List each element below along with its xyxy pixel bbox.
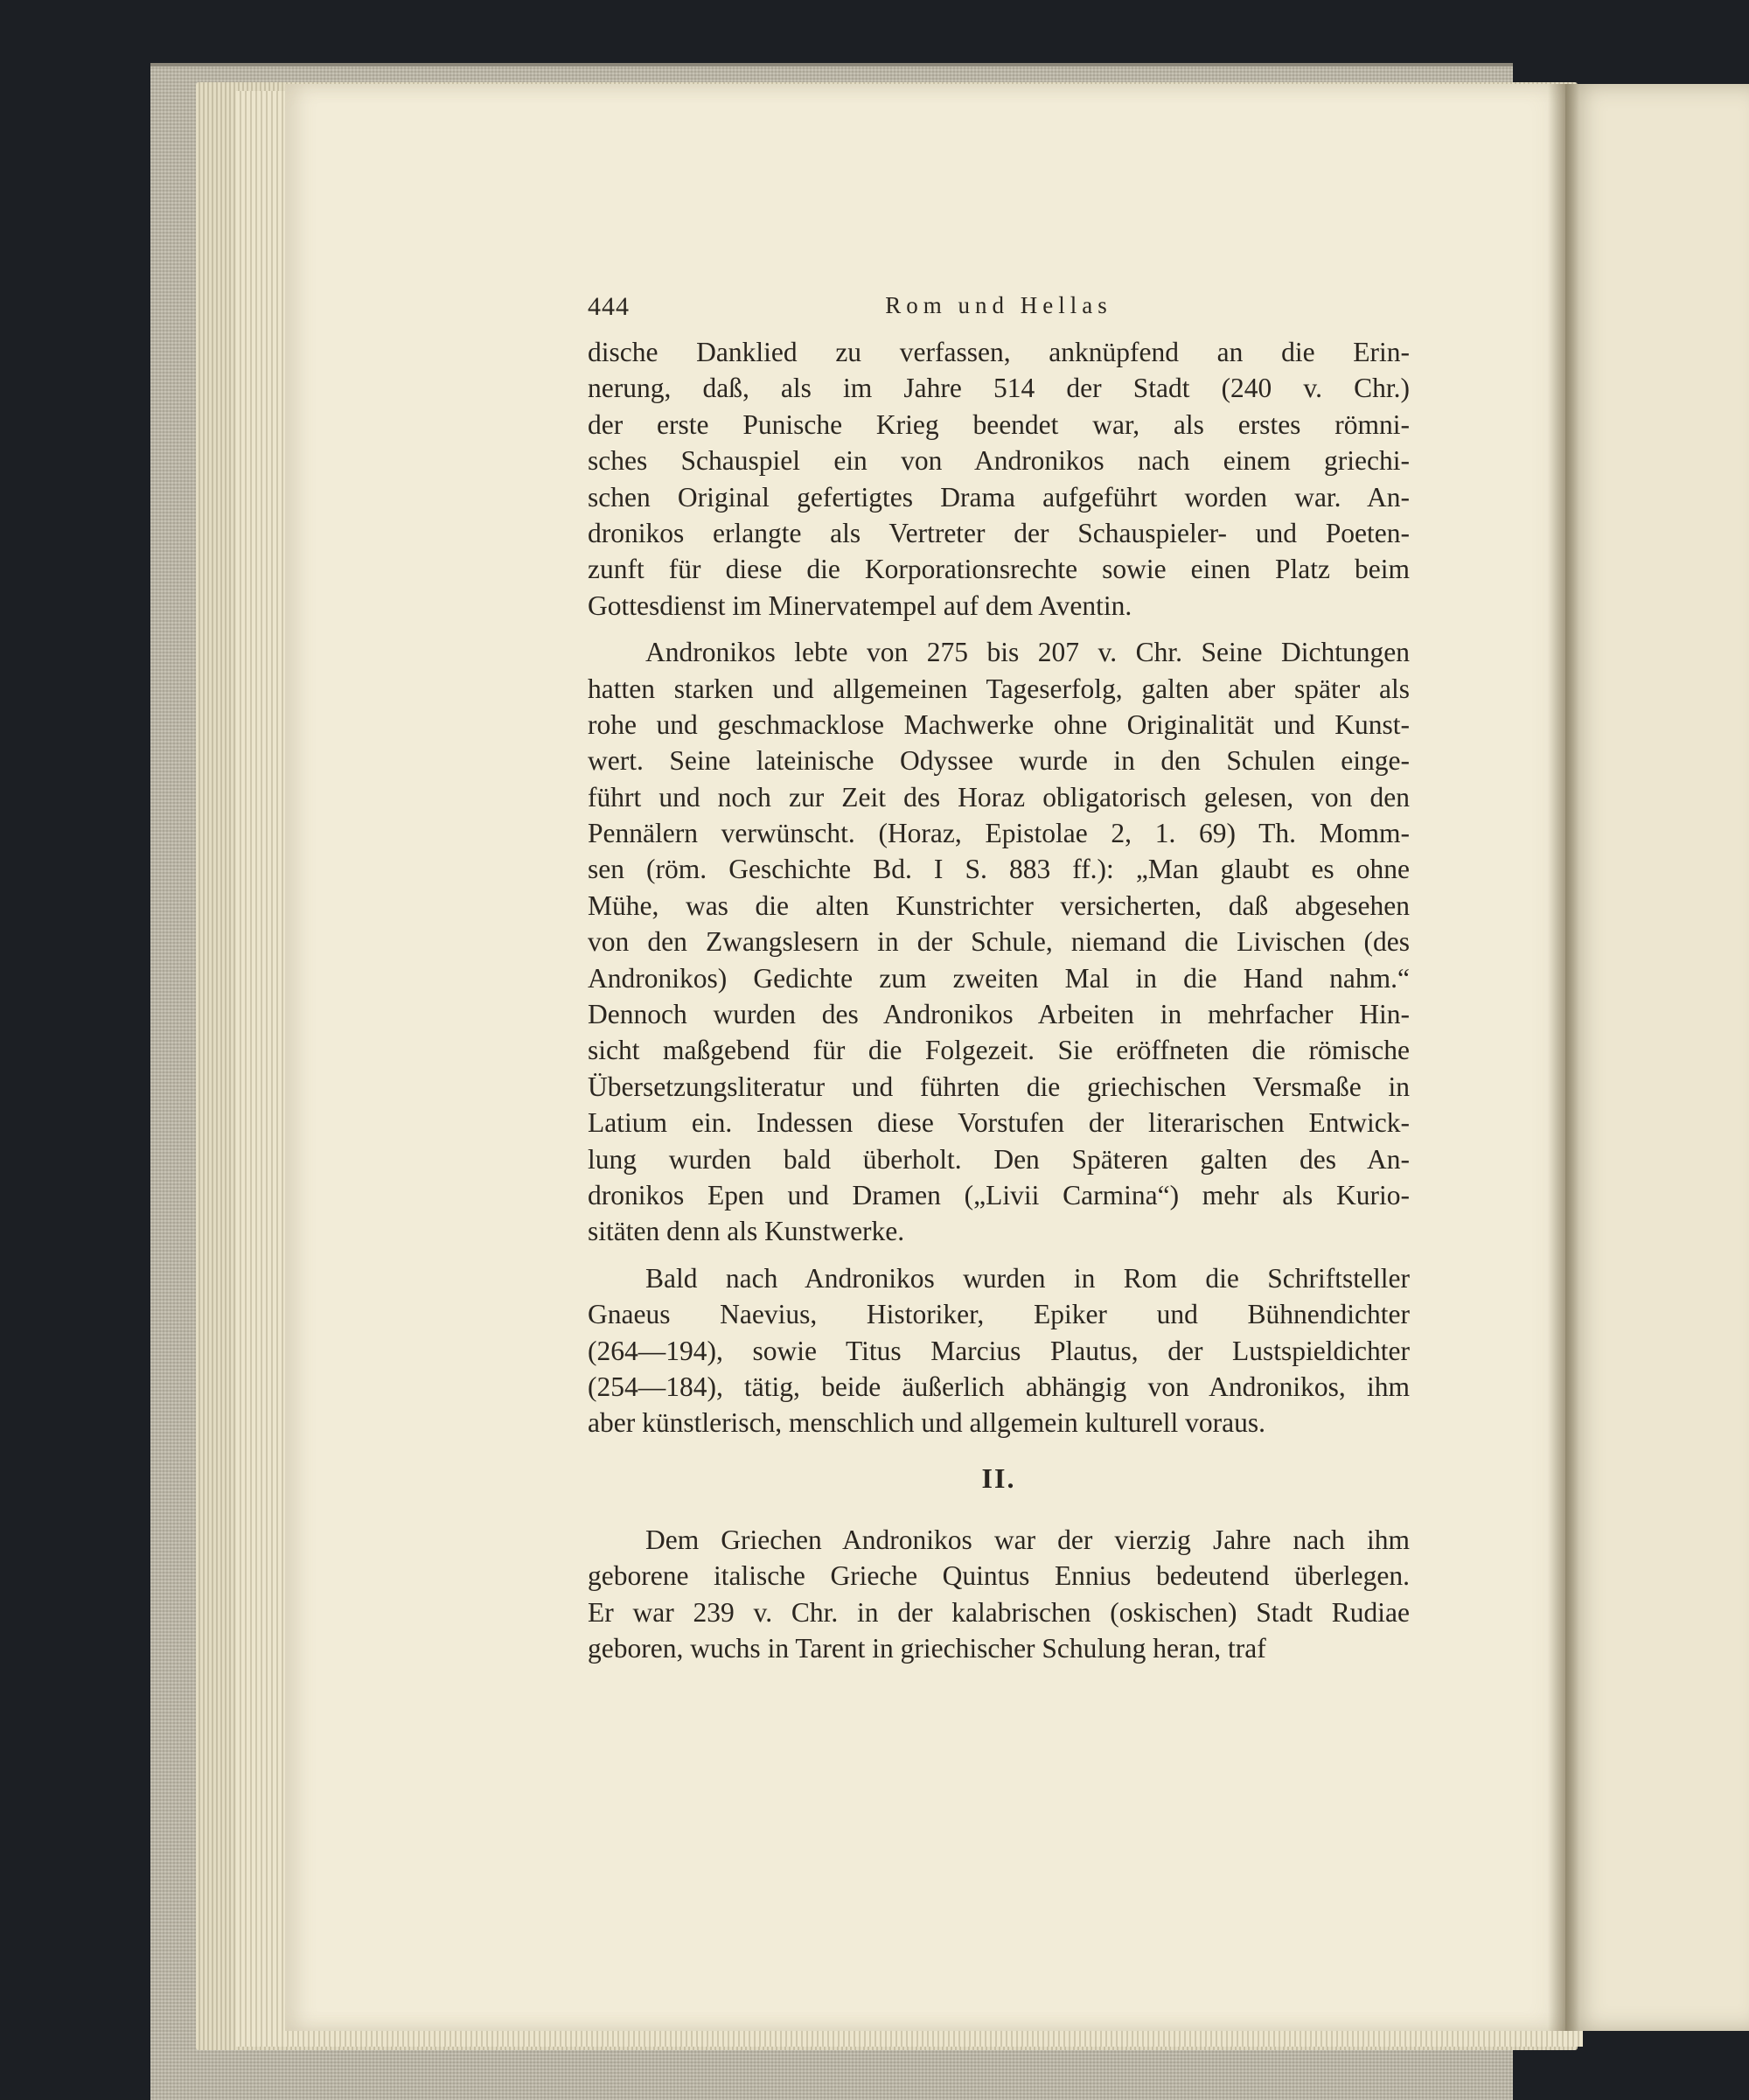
text-line: geboren, wuchs in Tarent in griechischer Schulung heran, traf bbox=[588, 1632, 1266, 1664]
paragraphs bbox=[588, 334, 1410, 1441]
text-line: rohe und geschmacklose Machwerke ohne Originalität und Kunst- bbox=[588, 708, 1410, 740]
text-line: lung wurden bald überholt. Den Späteren galten des An- bbox=[588, 1143, 1410, 1175]
page-number: 444 bbox=[588, 292, 630, 321]
text-line: Andronikos) Gedichte zum zweiten Mal in die Hand nahm.“ bbox=[588, 962, 1410, 994]
paragraph bbox=[588, 1260, 1410, 1441]
page-header bbox=[588, 282, 1410, 331]
running-head: Rom und Hellas bbox=[885, 292, 1112, 318]
text-line: sitäten denn als Kunstwerke. bbox=[588, 1216, 905, 1247]
text-line: geborene italische Grieche Quintus Ennius bedeutend überlegen. bbox=[588, 1560, 1410, 1592]
text-line: Gnaeus Naevius, Historiker, Epiker und Bühnendichter bbox=[588, 1299, 1410, 1330]
text-line: Übersetzungsliteratur und führten die griechischen Versmaße in bbox=[588, 1071, 1410, 1102]
paragraph bbox=[588, 334, 1410, 624]
text-line: dronikos erlangte als Vertreter der Schauspieler- und Poeten- bbox=[588, 517, 1410, 548]
text-line: hatten starken und allgemeinen Tageserfolg, galten aber später als bbox=[588, 673, 1410, 704]
text-line: schen Original gefertigtes Drama aufgeführt worden war. An- bbox=[588, 481, 1410, 513]
text-line: Pennälern verwünscht. (Horaz, Epistolae 2, 1. 69) Th. Momm- bbox=[588, 818, 1410, 849]
text-line: nerung, daß, als im Jahre 514 der Stadt (240 v. Chr.) bbox=[588, 373, 1410, 404]
text-line: aber künstlerisch, menschlich und allgemein kulturell voraus. bbox=[588, 1407, 1266, 1439]
text-line: (264—194), sowie Titus Marcius Plautus, der Lustspieldichter bbox=[588, 1335, 1410, 1366]
paragraph bbox=[588, 634, 1410, 1250]
text-line: Mühe, was die alten Kunstrichter versicherten, daß abgesehen bbox=[588, 890, 1410, 921]
page-text-block bbox=[588, 282, 1410, 1677]
text-line: Dennoch wurden des Andronikos Arbeiten in mehrfacher Hin- bbox=[588, 999, 1410, 1030]
text-line: Andronikos lebte von 275 bis 207 v. Chr. Seine Dichtungen bbox=[645, 637, 1410, 668]
facing-page-edge bbox=[1565, 84, 1749, 2031]
text-line: Gottesdienst im Minervatempel auf dem Aventin. bbox=[588, 590, 1132, 621]
text-line: Er war 239 v. Chr. in der kalabrischen (oskischen) Stadt Rudiae bbox=[588, 1596, 1410, 1628]
text-line: (254—184), tätig, beide äußerlich abhängig von Andronikos, ihm bbox=[588, 1371, 1410, 1402]
text-line: Latium ein. Indessen diese Vorstufen der literarischen Entwick- bbox=[588, 1107, 1410, 1139]
text-line: Dem Griechen Andronikos war der vierzig Jahre nach ihm bbox=[645, 1524, 1410, 1555]
text-line: dische Danklied zu verfassen, anknüpfend an die Erin- bbox=[588, 337, 1410, 367]
text-line: sicht maßgebend für die Folgezeit. Sie eröffneten die römische bbox=[588, 1035, 1410, 1066]
text-line: dronikos Epen und Dramen („Livii Carmina“) mehr als Kurio- bbox=[588, 1179, 1410, 1210]
text-line: von den Zwangslesern in der Schule, niemand die Livischen (des bbox=[588, 926, 1410, 958]
section-heading: II. bbox=[981, 1462, 1016, 1494]
text-line: sen (röm. Geschichte Bd. I S. 883 ff.): „Man glaubt es ohne bbox=[588, 854, 1410, 885]
text-line: der erste Punische Krieg beendet war, als erstes römni- bbox=[588, 408, 1410, 440]
paragraph bbox=[588, 1522, 1410, 1667]
text-line: wert. Seine lateinische Odyssee wurde in den Schulen einge- bbox=[588, 745, 1410, 777]
text-line: zunft für diese die Korporationsrechte sowie einen Platz beim bbox=[588, 554, 1410, 585]
text-line: sches Schauspiel ein von Andronikos nach einem griechi- bbox=[588, 445, 1410, 477]
text-line: Bald nach Andronikos wurden in Rom die Schriftsteller bbox=[645, 1262, 1410, 1294]
book-gutter bbox=[1548, 84, 1579, 2031]
text-line: führt und noch zur Zeit des Horaz obligatorisch gelesen, von den bbox=[588, 781, 1410, 813]
paragraph-after-heading bbox=[588, 1522, 1410, 1667]
